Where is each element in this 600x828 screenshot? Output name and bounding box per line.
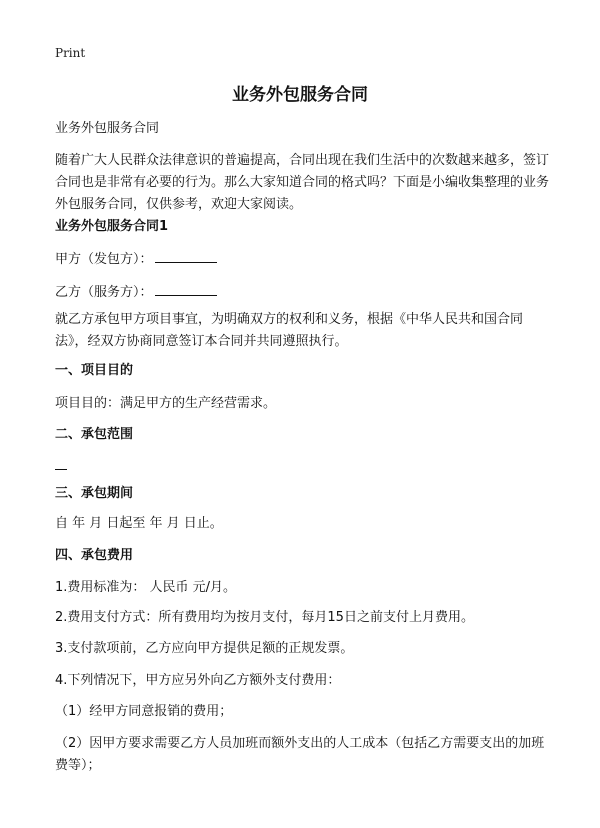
- section-4-item-4: 4.下列情况下，甲方应另外向乙方额外支付费用：: [55, 673, 341, 688]
- party-b-label: 乙方（服务方）：: [55, 285, 153, 300]
- section-4-item-1: 1.费用标准为： 人民币 元/月。: [55, 580, 237, 595]
- document-title: 业务外包服务合同: [232, 85, 368, 105]
- section-4-item-2: 2.费用支付方式：所有费用均为按月支付，每月15日之前支付上月费用。: [55, 610, 474, 625]
- party-b-line: [55, 281, 555, 304]
- section-2-dash: [55, 469, 67, 470]
- section-3-heading: 三、承包期间: [55, 486, 134, 501]
- section-4-subitem-1: （1）经甲方同意报销的费用；: [55, 704, 233, 719]
- intro-paragraph: 随着广大人民群众法律意识的普遍提高，合同出现在我们生活中的次数越来越多，签订合同也是非常有必要的行为。那么大家知道合同的格式吗？下面是小编收集整理的业务外包服务合同，仅供参考，欢迎大家阅读。: [55, 153, 550, 212]
- section-1-text: 项目目的：满足甲方的生产经营需求。: [55, 396, 277, 411]
- party-a-blank: [155, 248, 217, 263]
- section-2-heading: 二、承包范围: [55, 427, 134, 442]
- party-a-label: 甲方（发包方）：: [55, 252, 153, 267]
- section-4-subitem-2: （2）因甲方要求需要乙方人员加班而额外支出的人工成本（包括乙方需要支出的加班费等）；: [55, 736, 545, 773]
- section-4-item-3: 3.支付款项前，乙方应向甲方提供足额的正规发票。: [55, 641, 354, 656]
- section-4-heading: 四、承包费用: [55, 548, 134, 563]
- section-3-text: 自 年 月 日起至 年 月 日止。: [55, 516, 223, 531]
- contract-heading: 业务外包服务合同1: [55, 219, 169, 234]
- agreement-paragraph: 就乙方承包甲方项目事宜，为明确双方的权利和义务，根据《中华人民共和国合同法》，经双方协商同意签订本合同并共同遵照执行。: [55, 312, 524, 349]
- party-b-blank: [155, 281, 217, 296]
- print-link[interactable]: Print: [55, 46, 86, 60]
- section-1-heading: 一、项目目的: [55, 363, 134, 378]
- document-subtitle: 业务外包服务合同: [55, 121, 160, 136]
- party-a-line: [55, 248, 555, 271]
